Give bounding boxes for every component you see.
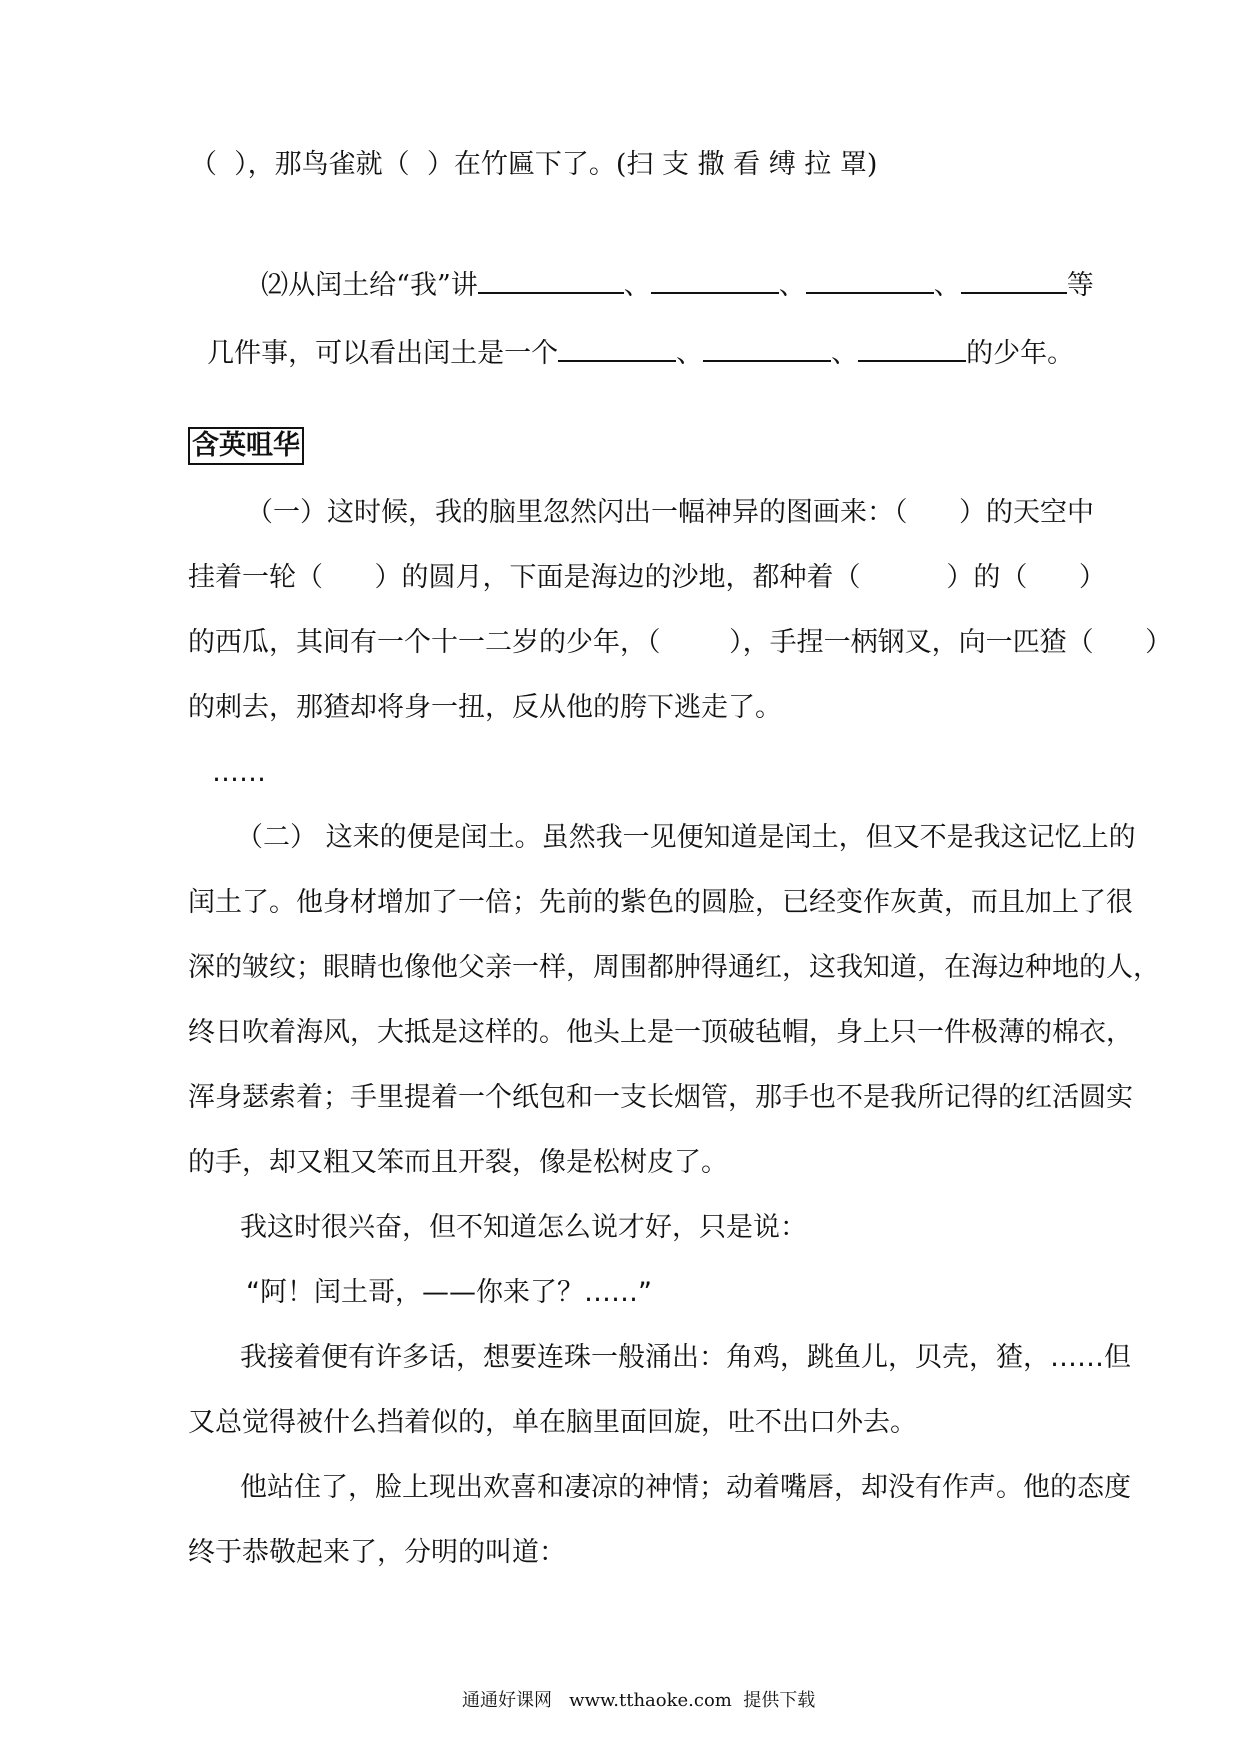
- answer-blank[interactable]: [703, 334, 831, 362]
- exercise-2-prompt: ⑵从闰土给“我”讲: [261, 270, 478, 301]
- separator: 、: [623, 270, 651, 301]
- passage-1-line: （一）这时候，我的脑里忽然闪出一幅神异的图画来：（ ）的天空中: [246, 497, 1094, 528]
- separator: 、: [831, 338, 859, 369]
- passage-1-line: 的刺去，那猹却将身一扭，反从他的胯下逃走了。: [188, 692, 782, 723]
- passage-2-line: 深的皱纹；眼睛也像他父亲一样，周围都肿得通红，这我知道，在海边种地的人，: [188, 952, 1160, 983]
- answer-blank[interactable]: [806, 266, 934, 294]
- section-title: 含英咀华: [188, 427, 304, 465]
- answer-blank[interactable]: [858, 334, 966, 362]
- exercise-line-1: （ ），那鸟雀就（ ）在竹匾下了。(扫 支 撒 看 缚 拉 罩): [190, 149, 878, 180]
- passage-2-line: 我这时很兴奋，但不知道怎么说才好，只是说：: [240, 1212, 807, 1243]
- passage-2-line: 我接着便有许多话，想要连珠一般涌出：角鸡，跳鱼儿，贝壳，猹，……但: [240, 1342, 1131, 1373]
- exercise-line-2: [244, 232, 1094, 303]
- exercise-3-end: 的少年。: [966, 338, 1075, 369]
- passage-2-line: 又总觉得被什么挡着似的，单在脑里面回旋，吐不出口外去。: [188, 1407, 917, 1438]
- answer-blank[interactable]: [478, 266, 624, 294]
- passage-2-line: 他站住了，脸上现出欢喜和凄凉的神情；动着嘴唇，却没有作声。他的态度: [240, 1472, 1131, 1503]
- exercise-line-3: [190, 300, 1074, 371]
- answer-blank[interactable]: [651, 266, 779, 294]
- passage-1-line: 的西瓜，其间有一个十一二岁的少年，（ ），手捏一柄钢叉，向一匹猹（ ）: [188, 627, 1173, 658]
- separator: 、: [933, 270, 961, 301]
- passage-2-line: 终日吹着海风，大抵是这样的。他头上是一顶破毡帽，身上只一件极薄的棉衣，: [188, 1017, 1133, 1048]
- passage-1-line: 挂着一轮（ ）的圆月，下面是海边的沙地，都种着（ ）的（ ）: [188, 562, 1106, 593]
- passage-2-line: 浑身瑟索着；手里提着一个纸包和一支长烟管，那手也不是我所记得的红活圆实: [188, 1082, 1133, 1113]
- separator: 、: [778, 270, 806, 301]
- separator: 、: [676, 338, 704, 369]
- exercise-2-end: 等: [1066, 270, 1094, 301]
- exercise-3-prompt: 几件事，可以看出闰土是一个: [207, 338, 559, 369]
- passage-2-line: 闰土了。他身材增加了一倍；先前的紫色的圆脸，已经变作灰黄，而且加上了很: [188, 887, 1133, 918]
- answer-blank[interactable]: [558, 334, 676, 362]
- passage-2-line: “阿！闰土哥，——你来了？……”: [246, 1277, 652, 1308]
- passage-2-line: 终于恭敬起来了，分明的叫道：: [188, 1537, 566, 1568]
- passage-2-line: 的手，却又粗又笨而且开裂，像是松树皮了。: [188, 1147, 728, 1178]
- answer-blank[interactable]: [961, 266, 1067, 294]
- passage-2-line: （二） 这来的便是闰土。虽然我一见便知道是闰土，但又不是我这记忆上的: [236, 822, 1136, 853]
- ellipsis: ……: [212, 757, 266, 788]
- page-footer: 通通好课网 www.tthaoke.com 提供下载: [462, 1690, 816, 1711]
